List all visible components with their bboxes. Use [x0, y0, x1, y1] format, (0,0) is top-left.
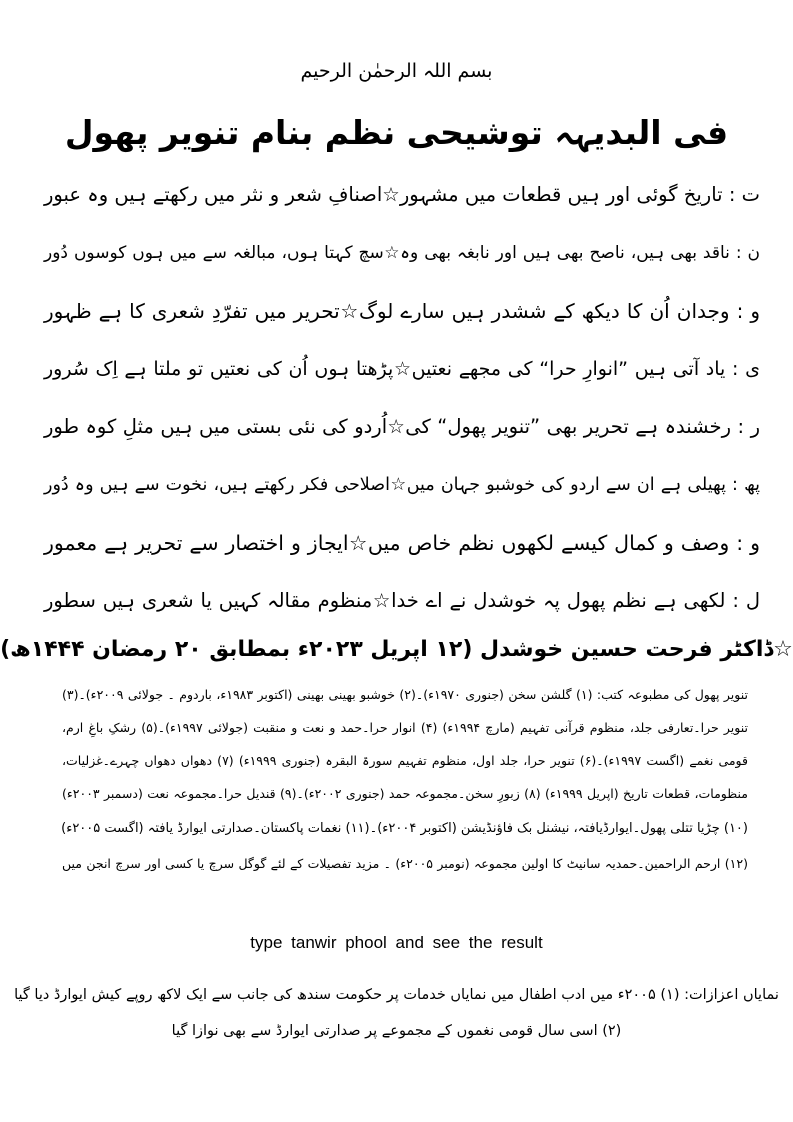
awards-line-2: (۲) اسی سال قومی نغموں کے مجموعے پر صدارتی ایوارڈ سے بھی نوازا گیا	[171, 1023, 622, 1039]
verse-line-4: ی : یاد آتی ہیں ”انوارِ حرا“ کی مجھے نعتیں☆پڑھتا ہوں اُن کی نعتیں تو ملتا ہے اِک سُرور	[44, 358, 760, 380]
publications-line-7	[62, 888, 748, 910]
verse-line-1: ت : تاریخ گوئی اور ہیں قطعات میں مشہور☆اصنافِ شعر و نثر میں رکھتے ہیں وہ عبور	[44, 183, 760, 206]
signature-line: ☆ڈاکٹر فرحت حسین خوشدل (۱۲ اپریل ۲۰۲۳ء بمطابق ۲۰ رمضان ۱۴۴۴ھ)	[0, 637, 793, 662]
verse-line-7: و : وصف و کمال کیسے لکھوں نظم خاص میں☆ایجاز و اختصار سے تحریر ہے معمور	[44, 531, 760, 555]
verse-line-5: ر : رخشندہ ہے تحریر بھی ”تنویر پھول“ کی☆اُردو کی نئی بستی میں ہیں مثلِ کوہ طور	[44, 415, 760, 438]
verse-line-8: ل : لکھی ہے نظم پھول پہ خوشدل نے اے خدا☆منظوم مقالہ کہیں یا شعری ہیں سطور	[44, 589, 760, 612]
publications-line-2: تنویر حرا۔تعارفی جلد، منظوم قرآنی تفہیم (مارچ ۱۹۹۴ء) (۴) انوار حرا۔حمد و نعت و منقبت (جولائی ۱۹۹۷ء)۔(۵) رشکِ باغِ ارم،	[62, 720, 748, 735]
publications-line-6: (۱۲) ارحم الراحمین۔حمدیہ سانیٹ کا اولین مجموعہ (نومبر ۲۰۰۵ء) ۔ مزید تفصیلات کے لئے گوگل سرچ یا کسی اور سرچ انجن میں	[62, 856, 748, 871]
bismillah: بسم اللہ الرحمٰن الرحیم	[300, 60, 493, 82]
publications-line-3: قومی نغمے (اگست ۱۹۹۷ء)۔(۶) تنویر حرا، جلد اول، منظوم تفہیم سورۃ البقرہ (جنوری ۱۹۹۹ء) (۷) دھواں دھواں چہرے۔غزلیات،	[62, 753, 748, 768]
publications-line-1: تنویر پھول کی مطبوعہ کتب: (۱) گلشن سخن (جنوری ۱۹۷۰ء)۔(۲) خوشبو بھینی بھینی (اکتوبر ۱۹۸۳ء، باردوم ۔ جولائی ۲۰۰۹ء)۔(۳)	[62, 687, 748, 702]
verse-line-3: و : وجدان اُن کا دیکھ کے ششدر ہیں سارے لوگ☆تحریر میں تفرّدِ شعری کا ہے ظہور	[44, 299, 760, 323]
search-hint: type tanwir phool and see the result	[250, 933, 543, 952]
awards-line-1: نمایاں اعزازات: (۱) ۲۰۰۵ء میں ادب اطفال میں نمایاں خدمات پر حکومت سندھ کی جانب سے ایک لاکھ روپے کیش ایوارڈ دیا گیا	[14, 987, 779, 1003]
poem-title: فی البدیہہ توشیحی نظم بنام تنویر پھول	[64, 113, 729, 152]
publications-line-5: (۱۰) چڑیا تتلی پھول۔ایوارڈیافتہ، نیشنل بک فاؤنڈیشن (اکتوبر ۲۰۰۴ء)۔(۱۱) نغمات پاکستان۔صدارتی ایوارڈ یافتہ (اگست ۲۰۰۵ء)	[61, 821, 748, 836]
verse-line-6: پھ : پھیلی ہے ان سے اردو کی خوشبو جہان میں☆اصلاحی فکر رکھتے ہیں، نخوت سے ہیں وہ دُور	[44, 475, 760, 495]
verse-line-2: ن : ناقد بھی ہیں، ناصح بھی ہیں اور نابغہ بھی وہ☆سچ کہتا ہوں، مبالغہ سے میں ہوں کوسوں دُور	[44, 243, 760, 263]
publications-line-4: منظومات، قطعات تاریخ (اپریل ۱۹۹۹ء) (۸) زبورِ سخن۔مجموعہ حمد (جنوری ۲۰۰۲ء)۔(۹) قندیل حرا۔مجموعہ نعت (دسمبر ۲۰۰۳ء)	[62, 786, 748, 801]
